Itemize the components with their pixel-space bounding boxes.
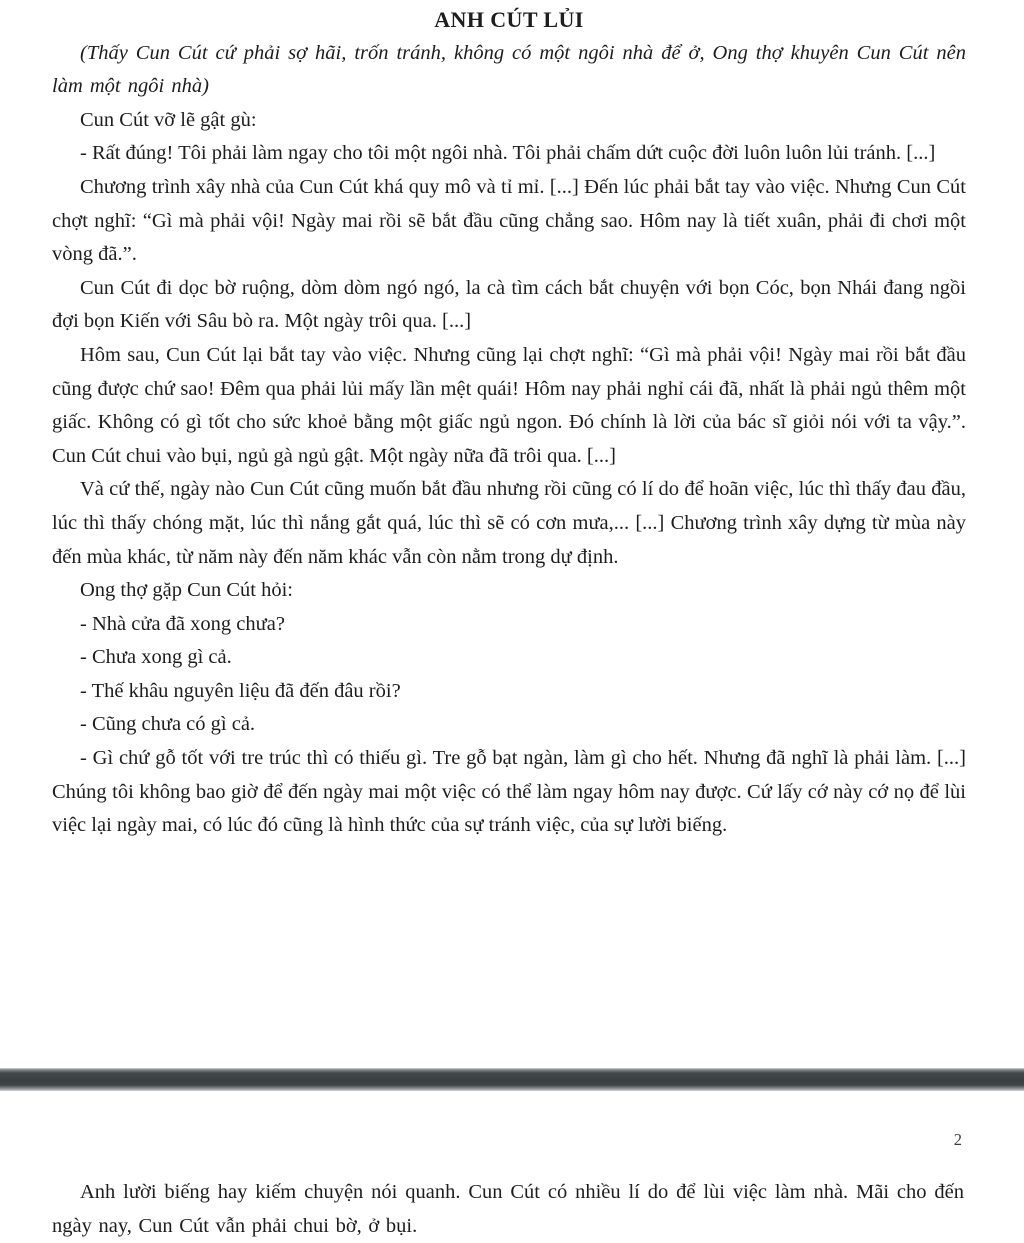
dialogue-line: - Cũng chưa có gì cả. — [80, 713, 256, 736]
story-paragraph: - Rất đúng! Tôi phải làm ngay cho tôi một ngôi nhà. Tôi phải chấm dứt cuộc đời luôn luôn lủi tránh. [...] — [80, 142, 936, 165]
page-divider-bar — [0, 1068, 1024, 1091]
story-paragraph: Và cứ thế, ngày nào Cun Cút cũng muốn bắt đầu nhưng rồi cũng có lí do để hoãn việc, lúc thì thấy đau đầu, lúc thì thấy chóng mặt, lúc thì nắng gắt quá, lúc thì sẽ có cơn mưa,... [...] Chương trình xây dựng từ mùa này đến mùa khác, từ năm này đến năm khác vẫn còn nằm trong dự định. — [52, 478, 966, 568]
story-paragraph: Hôm sau, Cun Cút lại bắt tay vào việc. Nhưng cũng lại chợt nghĩ: “Gì mà phải vội! Ngày mai rồi bắt đầu cũng được chứ sao! Đêm qua phải lủi mấy lần mệt quái! Hôm nay phải nghỉ cái đã, nhất là phải ngủ thêm một giấc. Không có gì tốt cho sức khoẻ bằng một giấc ngủ ngon. Đó chính là lời của bác sĩ giỏi nói với ta vậy.”. Cun Cút chui vào bụi, ngủ gà ngủ gật. Một ngày nữa đã trôi qua. [...] — [52, 343, 966, 467]
dialogue-line: - Chưa xong gì cả. — [80, 646, 232, 669]
story-paragraph: - Gì chứ gỗ tốt với tre trúc thì có thiếu gì. Tre gỗ bạt ngàn, làm gì cho hết. Nhưng đã nghĩ là phải làm. [...] Chúng tôi không bao giờ để đến ngày mai một việc có thể làm ngay hôm nay được. Cứ lấy cớ này cớ nọ để lùi việc lại ngày mai, có lúc đó cũng là hình thức của sự tránh việc, của sự lười biếng. — [52, 747, 966, 837]
page-number: 2 — [953, 1130, 962, 1149]
story-paragraph: Anh lười biếng hay kiếm chuyện nói quanh. Cun Cút có nhiều lí do để lùi việc làm nhà. Mãi cho đến ngày nay, Cun Cút vẫn phải chui bờ, ở bụi. — [52, 1181, 964, 1237]
dialogue-line: - Thế khâu nguyên liệu đã đến đâu rồi? — [80, 679, 401, 702]
story-paragraph: Cun Cút vỡ lẽ gật gù: — [80, 108, 257, 131]
story-paragraph: Chương trình xây nhà của Cun Cút khá quy mô và tỉ mỉ. [...] Đến lúc phải bắt tay vào việc. Nhưng Cun Cút chợt nghĩ: “Gì mà phải vội! Ngày mai rồi sẽ bắt đầu cũng chẳng sao. Hôm nay là tiết xuân, phải đi chơi một vòng đã.”. — [52, 175, 966, 266]
story-paragraph: Ong thợ gặp Cun Cút hỏi: — [80, 579, 293, 602]
story-paragraph: Cun Cút đi dọc bờ ruộng, dòm dòm ngó ngó, la cà tìm cách bắt chuyện với bọn Cóc, bọn Nhái đang ngồi đợi bọn Kiến với Sâu bò ra. Một ngày trôi qua. [...] — [52, 276, 966, 333]
story-intro-note: (Thấy Cun Cút cứ phải sợ hãi, trốn tránh, không có một ngôi nhà để ở, Ong thợ khuyên Cun Cút nên làm một ngôi nhà) — [52, 41, 966, 98]
story-title: ANH CÚT LỦI — [434, 7, 584, 32]
dialogue-line: - Nhà cửa đã xong chưa? — [80, 612, 285, 635]
page-2-content — [0, 1131, 1024, 1243]
